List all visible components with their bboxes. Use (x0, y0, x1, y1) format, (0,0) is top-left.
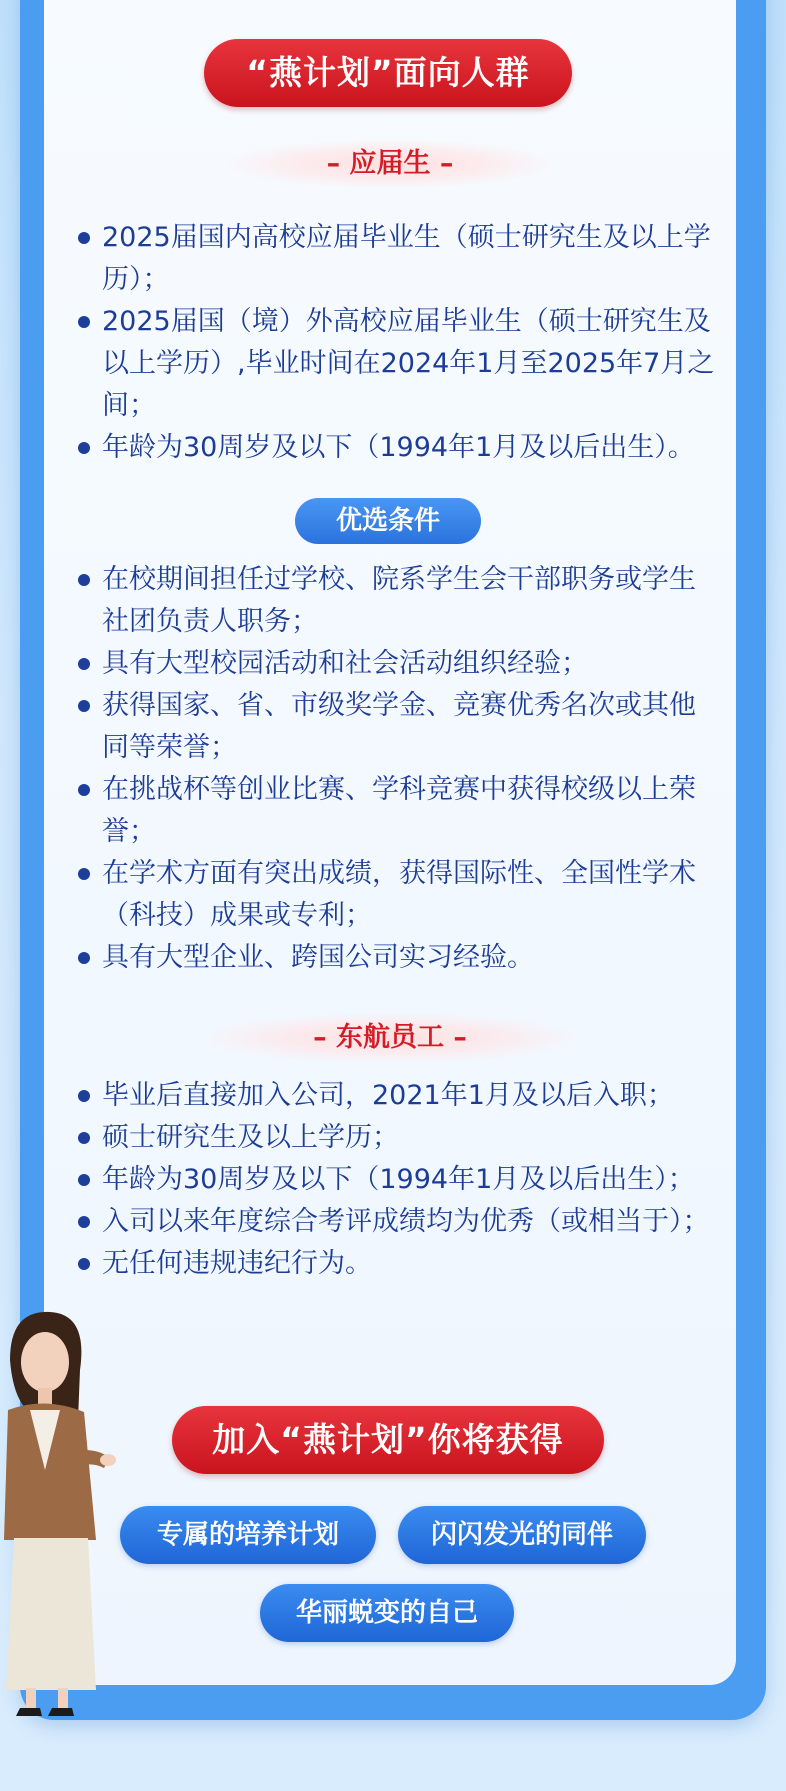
list-item: 在校期间担任过学校、院系学生会干部职务或学生社团负责人职务； (78, 559, 718, 643)
section-header-preferred: 优选条件 (295, 498, 481, 544)
benefits-title: 加入“燕计划”你将获得 (172, 1406, 604, 1474)
list-item: 在挑战杯等创业比赛、学科竞赛中获得校级以上荣誉； (78, 769, 718, 853)
benefit-pill-training: 专属的培养计划 (120, 1506, 376, 1564)
list-item: 获得国家、省、市级奖学金、竞赛优秀名次或其他同等荣誉； (78, 685, 718, 769)
benefit-pill-peers: 闪闪发光的同伴 (398, 1506, 646, 1564)
section-header-employees: – 东航员工 – (210, 1014, 570, 1062)
benefit-pill-self: 华丽蜕变的自己 (260, 1584, 514, 1642)
preferred-list (78, 559, 718, 979)
employees-list (78, 1075, 718, 1285)
list-item: 具有大型校园活动和社会活动组织经验； (78, 643, 718, 685)
list-item: 无任何违规违纪行为。 (78, 1243, 718, 1285)
list-item: 年龄为30周岁及以下（1994年1月及以后出生）。 (78, 427, 718, 469)
list-item: 硕士研究生及以上学历； (78, 1117, 718, 1159)
fresh-grads-list (78, 217, 718, 469)
woman-illustration (0, 1300, 120, 1720)
list-item: 2025届国内高校应届毕业生（硕士研究生及以上学历）； (78, 217, 718, 301)
section-header-fresh-grads: – 应届生 – (230, 140, 550, 188)
list-item: 入司以来年度综合考评成绩均为优秀（或相当于）； (78, 1201, 718, 1243)
list-item: 年龄为30周岁及以下（1994年1月及以后出生）； (78, 1159, 718, 1201)
page-title: “燕计划”面向人群 (204, 39, 572, 107)
list-item: 在学术方面有突出成绩，获得国际性、全国性学术（科技）成果或专利； (78, 853, 718, 937)
list-item: 具有大型企业、跨国公司实习经验。 (78, 937, 718, 979)
list-item: 毕业后直接加入公司，2021年1月及以后入职； (78, 1075, 718, 1117)
list-item: 2025届国（境）外高校应届毕业生（硕士研究生及以上学历）,毕业时间在2024年1月至2025年7月之间； (78, 301, 718, 427)
